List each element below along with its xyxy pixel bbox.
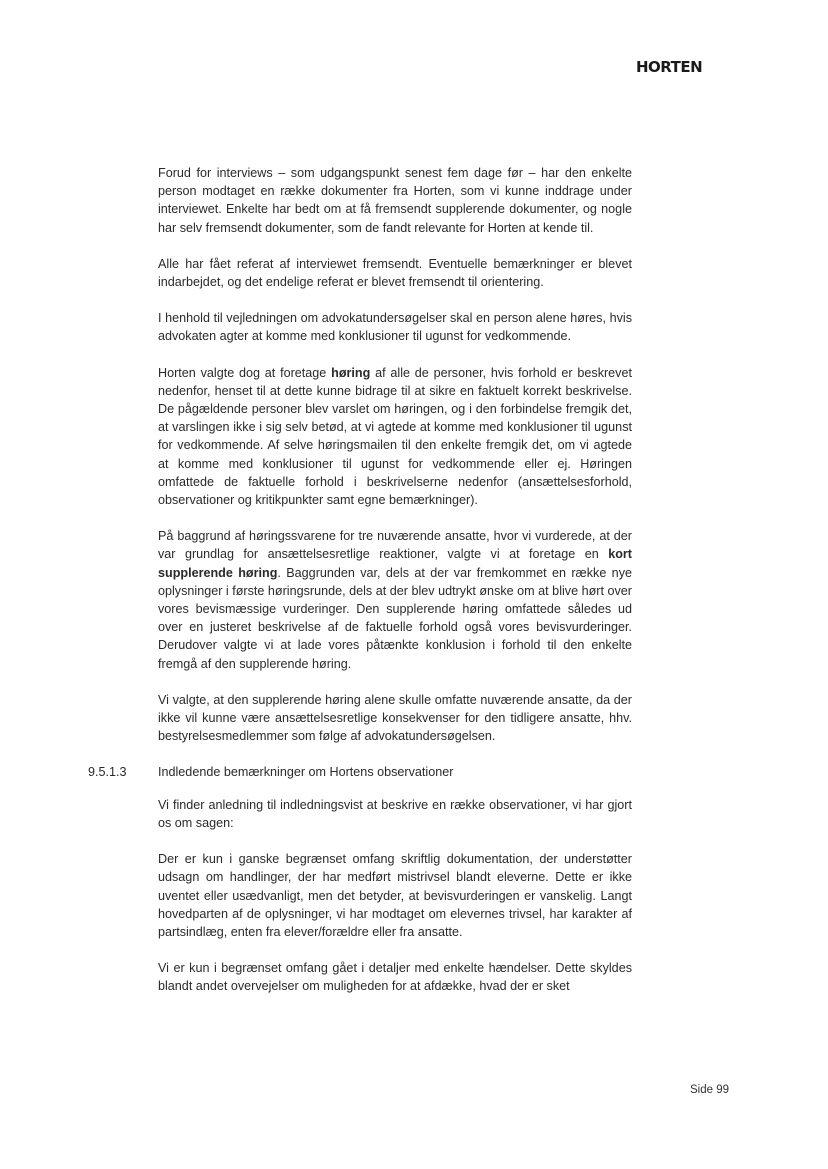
- paragraph: Der er kun i ganske begrænset omfang skriftlig dokumentation, der understøtter udsagn om handlinger, der har medført mistrivsel blandt eleverne. Dette er ikke uventet eller usædvanligt, men det betyder, at bevisvurderingen er vanskelig. Langt hovedparten af de oplysninger, vi har modtaget om elevernes trivsel, har karakter af partsindlæg, enten fra elever/forældre eller fra ansatte.: [158, 852, 632, 939]
- paragraph: [158, 527, 632, 673]
- paragraph: Alle har fået referat af interviewet fremsendt. Eventuelle bemærkninger er blevet indarbejdet, og det endelige referat er blevet fremsendt til orientering.: [158, 256, 632, 290]
- horten-logo: HORTEN: [636, 58, 703, 76]
- paragraph: Vi finder anledning til indledningsvist at beskrive en række observationer, vi har gjort os om sagen:: [158, 797, 632, 830]
- section-title: Indledende bemærkninger om Hortens observationer: [158, 765, 454, 780]
- paragraph-text: På baggrund af høringssvarene for tre nuværende ansatte, hvor vi vurderede, at der var grundlag for ansættelsesretlige reaktioner, valgte vi at foretage en: [158, 529, 632, 562]
- bold-term: høring: [331, 365, 371, 380]
- paragraph: Forud for interviews – som udgangspunkt senest fem dage før – har den enkelte person modtaget en række dokumenter fra Horten, som vi kunne inddrage under interviewet. Enkelte har bedt om at få fremsendt supplerende dokumenter, og nogle har selv fremsendt dokumenter, som de fandt relevante for Horten at kende til.: [158, 166, 632, 235]
- paragraph-text: Horten valgte dog at foretage: [158, 365, 332, 380]
- paragraph: I henhold til vejledningen om advokatundersøgelser skal en person alene høres, hvis advokaten agter at komme med konklusioner til ugunst for vedkommende.: [158, 311, 632, 344]
- paragraph: Vi er kun i begrænset omfang gået i detaljer med enkelte hændelser. Dette skyldes blandt andet overvejelser om muligheden for at afdække, hvad der er sket: [158, 961, 632, 994]
- bold-term: kort supplerende høring: [158, 547, 632, 580]
- document-body: [88, 164, 632, 996]
- paragraph: Vi valgte, at den supplerende høring alene skulle omfatte nuværende ansatte, da der ikke vil kunne være ansættelsesretlige konsekvenser for den tidligere ansatte, hhv. bestyrelsesmedlemmer som følge af advokatundersøgelsen.: [158, 692, 632, 744]
- section-number: 9.5.1.3: [88, 765, 127, 780]
- paragraph-text: . Baggrunden var, dels at der var fremkommet en række nye oplysninger i første høringsrunde, dels at der blev udtrykt ønske om at blive hørt over vores bevismæssige vurderinger. Den supplerende høring omfattede således ud over en justeret beskrivelse af de faktuelle forhold også vores bevisvurderinger. Derudover valgte vi at lade vores påtænkte konklusion i forhold til den enkelte fremgå af den supplerende høring.: [158, 565, 632, 671]
- section-heading: [88, 763, 632, 781]
- paragraph-text: af alle de personer, hvis forhold er beskrevet nedenfor, henset til at dette kunne bidrage til at sikre en faktuelt korrekt beskrivelse. De pågældende personer blev varslet om høringen, og i den forbindelse fremgik det, at varslingen ikke i sig selv betød, at vi agtede at komme med konklusioner til ugunst for vedkommende. Af selve høringsmailen til den enkelte fremgik det, om vi agtede at komme med konklusioner til ugunst for vedkommende eller ej. Høringen omfattede de faktuelle forhold i beskrivelserne nedenfor (ansættelsesforhold, observationer og kritikpunkter samt egne bemærkninger).: [158, 365, 632, 508]
- page-number: Side 99: [690, 1084, 730, 1096]
- paragraph: [158, 364, 632, 510]
